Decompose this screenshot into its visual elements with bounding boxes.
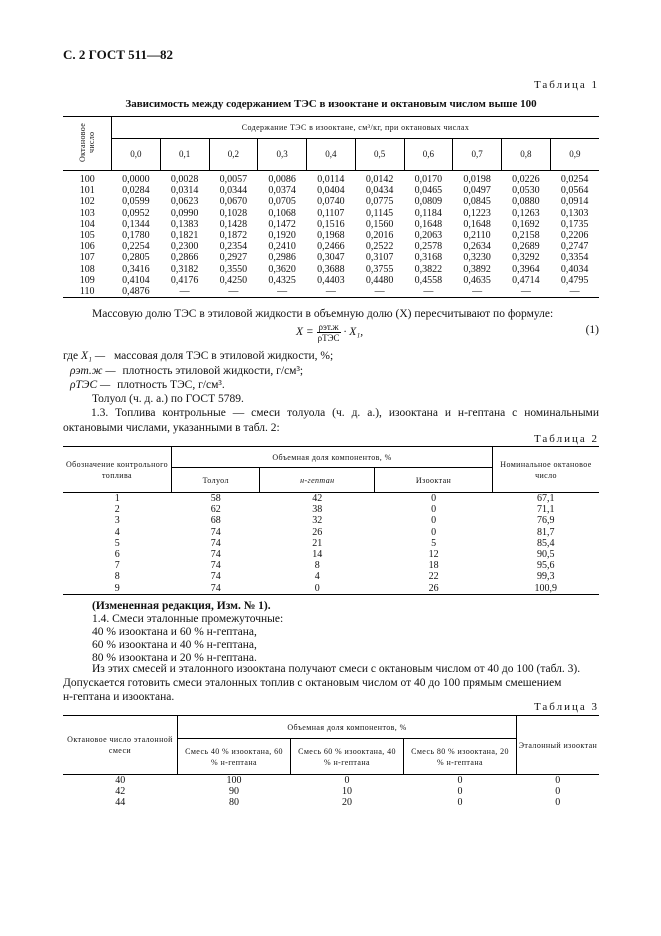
table-cell: 0,4034 — [560, 263, 589, 275]
table-cell: 10 — [342, 786, 352, 798]
table-cell: 0,3755 — [365, 263, 394, 275]
octane-number-cell: 102 — [79, 196, 95, 208]
table-cell: 0,0914 — [560, 196, 589, 208]
table-cell: 80 — [229, 797, 239, 809]
table2-sub-header: Изооктан — [375, 468, 493, 493]
table-cell: 0,1692 — [512, 218, 540, 230]
table-cell: 0,0057 — [219, 174, 248, 185]
paragraph-1-3: 1.3. Топлива контрольные — смеси толуола (ч. д. а.), изооктана и н-гептана с номинальными октановыми числами, указанными в табл. 2: — [63, 407, 599, 434]
table-cell: 0,4403 — [317, 274, 345, 286]
table-cell: 42 — [115, 786, 126, 798]
table-cell: 0,4325 — [268, 274, 296, 286]
table-row — [63, 196, 599, 207]
table-row — [63, 527, 599, 538]
table1-column-header: 0,0 — [112, 138, 161, 170]
table-row — [63, 504, 599, 515]
table-cell: 0,1516 — [317, 218, 345, 230]
table-cell: 0 — [314, 582, 320, 594]
definition-1 — [63, 350, 333, 362]
table1-caption: Таблица 1 — [533, 79, 599, 91]
table-row — [63, 264, 599, 275]
table-cell: 74 — [210, 526, 221, 538]
table-cell: 38 — [312, 504, 323, 516]
definition-2 — [70, 365, 303, 377]
table-cell: 9 — [114, 582, 120, 594]
table-cell: 0,4558 — [414, 274, 443, 286]
table-cell: 0 — [457, 775, 463, 786]
table-cell: 85,4 — [537, 537, 555, 549]
table1-column-header: 0,1 — [160, 138, 209, 170]
table-cell: 0,0740 — [317, 196, 345, 208]
table-cell: 21 — [312, 537, 323, 549]
table-cell: 0,1344 — [122, 218, 150, 230]
table-cell: 0,2689 — [512, 241, 540, 253]
table-cell: 0,0530 — [512, 185, 540, 197]
formula-lhs: X = — [296, 326, 314, 339]
table-row — [63, 786, 599, 797]
table-cell: 0,0284 — [122, 185, 150, 197]
table3-group-header: Объемная доля компонентов, % — [178, 716, 517, 739]
table-cell: 0,3822 — [414, 263, 443, 275]
table-cell: 0,0952 — [122, 207, 150, 219]
table-cell: 0,2866 — [170, 252, 199, 264]
table-cell: 0,4104 — [122, 274, 150, 286]
table-cell: 0,2466 — [317, 241, 345, 253]
table-cell: 0 — [344, 775, 350, 786]
table-cell: 0,2063 — [414, 230, 443, 242]
table-cell: 0,2254 — [122, 241, 150, 253]
table2-col0-header: Обозначение контрольного топлива — [63, 447, 172, 493]
table-cell: 1 — [114, 493, 120, 504]
table-cell: 4 — [114, 526, 120, 538]
paragraph-1-5-line2: Допускается готовить смеси эталонных топлив с октановым числом от 40 до 100 прямым смешением — [63, 677, 562, 689]
table3-caption: Таблица 3 — [533, 701, 599, 713]
table-cell: 0,1735 — [560, 218, 589, 230]
table-row — [63, 286, 599, 298]
table-cell: 0,1821 — [170, 230, 199, 242]
table-cell: 0,3892 — [463, 263, 491, 275]
table1 — [63, 116, 599, 298]
def3-text: плотность ТЭС, г/см³. — [117, 379, 225, 391]
table-row — [63, 493, 599, 505]
table1-column-header: 0,2 — [209, 138, 258, 170]
table-cell: 0 — [555, 775, 561, 786]
table-cell: 58 — [210, 493, 221, 504]
table3-col0-header: Октановое число эталонной смеси — [63, 716, 178, 775]
table1-column-header: 0,9 — [550, 138, 599, 170]
table-cell: 0,4176 — [170, 274, 199, 286]
table-cell: 0,2410 — [268, 241, 296, 253]
table-cell: 0,0623 — [170, 196, 199, 208]
table-cell: 5 — [114, 537, 120, 549]
table-cell: 0,4250 — [219, 274, 248, 286]
table-cell: 0,0254 — [560, 174, 589, 185]
table-cell: — — [520, 286, 531, 298]
table-cell: 0,0404 — [317, 185, 345, 197]
table-cell: 0,4714 — [512, 274, 540, 286]
table-cell: 0,1780 — [122, 230, 150, 242]
table-cell: 0,1968 — [317, 230, 345, 242]
octane-number-cell: 101 — [79, 185, 95, 197]
table-cell: 90,5 — [537, 549, 555, 561]
paragraph-1-5-line3: н-гептана и изооктана. — [63, 691, 175, 703]
table-cell: 5 — [431, 537, 437, 549]
table-row — [63, 515, 599, 526]
table-cell: 0 — [457, 797, 463, 809]
table-row — [63, 571, 599, 582]
table-cell: 0,0564 — [560, 185, 589, 197]
table-cell: 74 — [210, 571, 221, 583]
table-cell: 0,0775 — [365, 196, 394, 208]
table-cell: 0,0434 — [365, 185, 394, 197]
table-cell: 0,3230 — [463, 252, 491, 264]
table-cell: 0,1920 — [268, 230, 296, 242]
table-cell: 0,0170 — [414, 174, 443, 185]
table1-column-header: 0,8 — [502, 138, 551, 170]
table-row — [63, 208, 599, 219]
table3-last-header: Эталонный изооктан — [517, 716, 600, 775]
table-cell: 0,0599 — [122, 196, 150, 208]
table-cell: 0,0497 — [463, 185, 491, 197]
table-cell: 26 — [312, 526, 323, 538]
table-cell: 0,0142 — [365, 174, 394, 185]
table-row — [63, 549, 599, 560]
table3-sub-header: Смесь 40 % изооктана, 60 % н-гептана — [178, 739, 291, 775]
table-cell: 0,2354 — [219, 241, 248, 253]
table-cell: 0,0374 — [268, 185, 296, 197]
table-cell: 0,0880 — [512, 196, 540, 208]
table-cell: 20 — [342, 797, 352, 809]
table-cell: 0,2016 — [365, 230, 394, 242]
table-cell: 44 — [115, 797, 126, 809]
paragraph-1-5-line1: Из этих смесей и эталонного изооктана получают смеси с октановым числом от 40 до 100 (табл. 3). — [92, 663, 581, 675]
page-header: С. 2 ГОСТ 511—82 — [63, 47, 173, 62]
table3-sub-header: Смесь 60 % изооктана, 40 % н-гептана — [291, 739, 404, 775]
table-cell: 0,1223 — [463, 207, 491, 219]
table-cell: 26 — [428, 582, 439, 594]
octane-number-cell: 109 — [79, 274, 95, 286]
table-cell: 12 — [428, 549, 439, 561]
table-cell: 0,0028 — [170, 174, 199, 185]
paragraph-1-4: 1.4. Смеси эталонные промежуточные: — [92, 613, 284, 625]
table-cell: 40 — [115, 775, 126, 786]
table-cell: 0,3182 — [170, 263, 199, 275]
table-cell: 0,0000 — [122, 174, 150, 185]
table-row — [63, 171, 599, 186]
table-cell: 0,0226 — [512, 174, 540, 185]
formula-intro: Массовую долю ТЭС в этиловой жидкости в объемную долю (X) пересчитывают по формуле: — [92, 308, 554, 320]
table-cell: — — [569, 286, 580, 298]
table-cell: 0,1648 — [463, 218, 491, 230]
table-cell: 90 — [229, 786, 239, 798]
table-cell: 0,4795 — [560, 274, 589, 286]
table-cell: 0,2747 — [560, 241, 589, 253]
formula-number: (1) — [585, 324, 599, 336]
table-cell: 99,3 — [537, 571, 555, 583]
table-row — [63, 797, 599, 808]
table-cell: 0,2158 — [512, 230, 540, 242]
table-cell: 4 — [314, 571, 320, 583]
octane-number-cell: 110 — [79, 286, 95, 298]
table-cell: 0,0114 — [317, 174, 345, 185]
table-cell: 0,1263 — [512, 207, 540, 219]
table-cell: 95,6 — [537, 560, 555, 572]
table-cell: 32 — [312, 515, 323, 527]
table-row — [63, 230, 599, 241]
table-cell: 0,1107 — [317, 207, 345, 219]
table-row — [63, 185, 599, 196]
table2-group-header: Объемная доля компонентов, % — [172, 447, 493, 468]
table1-column-header: 0,7 — [453, 138, 502, 170]
table-row — [63, 560, 599, 571]
table-cell: 8 — [114, 571, 120, 583]
table-cell: 2 — [114, 504, 120, 516]
def3-symbol: ρТЭС — — [70, 379, 111, 391]
table-cell: 62 — [210, 504, 221, 516]
table-cell: 0,0845 — [463, 196, 491, 208]
table-cell: 0 — [431, 504, 437, 516]
formula-numerator: ρэт.ж — [318, 322, 339, 332]
table-cell: 0,0086 — [268, 174, 296, 185]
table-cell: 0,4480 — [365, 274, 394, 286]
def2-symbol: ρэт.ж — — [70, 365, 116, 377]
table-cell: 0 — [555, 797, 561, 809]
table-cell: 0,4876 — [122, 286, 150, 298]
table1-col0-header: Октановое число — [78, 122, 96, 162]
table-row — [63, 241, 599, 252]
table-cell: 0,3168 — [414, 252, 443, 264]
table-cell: 0,3416 — [122, 263, 150, 275]
table1-column-header: 0,6 — [404, 138, 453, 170]
table-cell: 7 — [114, 560, 120, 572]
table-cell: 0,1472 — [268, 218, 296, 230]
table-cell: 74 — [210, 537, 221, 549]
table-cell: 0,3047 — [317, 252, 345, 264]
table-cell: 0,0344 — [219, 185, 248, 197]
table1-column-header: 0,4 — [307, 138, 356, 170]
table-cell: 0,2522 — [365, 241, 394, 253]
table2 — [63, 446, 599, 595]
mixture-3: 80 % изооктана и 20 % н-гептана. — [92, 652, 257, 664]
formula-rhs: · X₁, — [343, 326, 364, 339]
table2-sub-header: Толуол — [172, 468, 260, 493]
table-cell: 0,1872 — [219, 230, 248, 242]
table-cell: 42 — [312, 493, 323, 504]
table-cell: 67,1 — [537, 493, 555, 504]
table-cell: 0,4635 — [463, 274, 491, 286]
table-cell: 0,0198 — [463, 174, 491, 185]
table-cell: 0,2986 — [268, 252, 296, 264]
table-row — [63, 275, 599, 286]
edit-note: (Измененная редакция, Изм. № 1). — [92, 600, 271, 612]
table1-group-header: Содержание ТЭС в изооктане, см³/кг, при октановых числах — [112, 117, 600, 139]
table-cell: 0,0705 — [268, 196, 296, 208]
table-row — [63, 252, 599, 263]
table1-title: Зависимость между содержанием ТЭС в изооктане и октановым числом выше 100 — [125, 98, 537, 110]
mixture-2: 60 % изооктана и 40 % н-гептана, — [92, 639, 257, 651]
where-word: где — [63, 350, 79, 362]
table-cell: 0,2805 — [122, 252, 150, 264]
table-cell: 6 — [114, 549, 120, 561]
table-cell: 0,0314 — [170, 185, 199, 197]
table-cell: 0 — [457, 786, 463, 798]
table-cell: 0,1648 — [414, 218, 443, 230]
table-cell: 74 — [210, 560, 221, 572]
table-cell: 0,1303 — [560, 207, 589, 219]
table-cell: 0,3964 — [512, 263, 540, 275]
table-cell: 0,1028 — [219, 207, 248, 219]
formula-denominator: ρТЭС — [317, 333, 340, 343]
table-cell: 0,2927 — [219, 252, 248, 264]
octane-number-cell: 108 — [79, 263, 95, 275]
table-row — [63, 775, 599, 787]
table-cell: 0,1383 — [170, 218, 199, 230]
formula-fraction — [317, 322, 341, 343]
table-cell: 0 — [431, 493, 437, 504]
octane-number-cell: 100 — [79, 174, 95, 185]
table-cell: 71,1 — [537, 504, 555, 516]
mixture-1: 40 % изооктана и 60 % н-гептана, — [92, 626, 257, 638]
table-cell: 0,1145 — [366, 207, 394, 219]
table-cell: — — [228, 286, 239, 298]
octane-number-cell: 107 — [79, 252, 95, 264]
octane-number-cell: 106 — [79, 241, 95, 253]
table-cell: 100,9 — [534, 582, 557, 594]
table-cell: 0,2578 — [414, 241, 443, 253]
formula — [296, 322, 363, 343]
table3-sub-header: Смесь 80 % изооктана, 20 % н-гептана — [404, 739, 517, 775]
table-cell: 0,0809 — [414, 196, 443, 208]
table-cell: 3 — [114, 515, 120, 527]
table-cell: 0,3107 — [365, 252, 394, 264]
toluol-line: Толуол (ч. д. а.) по ГОСТ 5789. — [92, 393, 244, 405]
table-row — [63, 583, 599, 595]
table-cell: — — [277, 286, 288, 298]
table3 — [63, 715, 599, 809]
table2-last-header: Номинальное октановое число — [493, 447, 600, 493]
table-cell: 100 — [226, 775, 242, 786]
table-cell: 74 — [210, 549, 221, 561]
table-cell: 0,1068 — [268, 207, 296, 219]
table-row — [63, 538, 599, 549]
table-cell: 0,3688 — [317, 263, 345, 275]
table-row — [63, 219, 599, 230]
table-cell: — — [423, 286, 434, 298]
table-cell: 0,2634 — [463, 241, 491, 253]
table-cell: 0 — [431, 515, 437, 527]
table-cell: 0,1184 — [414, 207, 442, 219]
table-cell: 0,2206 — [560, 230, 589, 242]
table-cell: — — [325, 286, 336, 298]
table-cell: 0,0670 — [219, 196, 248, 208]
table2-sub-header: н-гептан — [260, 468, 375, 493]
definition-3 — [70, 379, 225, 391]
octane-number-cell: 103 — [79, 207, 95, 219]
def1-text: массовая доля ТЭС в этиловой жидкости, %; — [113, 350, 334, 362]
table-cell: 0,0990 — [170, 207, 199, 219]
table-cell: 0,3354 — [560, 252, 589, 264]
table-cell: 14 — [312, 549, 323, 561]
table-cell: 0,3620 — [268, 263, 296, 275]
table-cell: — — [374, 286, 385, 298]
table-cell: 0,2110 — [463, 230, 491, 242]
table1-column-header: 0,5 — [355, 138, 404, 170]
table-cell: — — [179, 286, 190, 298]
table-cell: 0,1428 — [219, 218, 248, 230]
table-cell: 8 — [314, 560, 320, 572]
table1-column-header: 0,3 — [258, 138, 307, 170]
table-cell: 68 — [210, 515, 221, 527]
table-cell: 74 — [210, 582, 221, 594]
table-cell: 22 — [428, 571, 439, 583]
table-cell: 0,3550 — [219, 263, 248, 275]
def1-symbol: X₁ — — [80, 350, 106, 362]
table2-caption: Таблица 2 — [533, 433, 599, 445]
table-cell: 0,0465 — [414, 185, 443, 197]
table-cell: 18 — [428, 560, 439, 572]
table-cell: 0 — [431, 526, 437, 538]
octane-number-cell: 104 — [79, 218, 95, 230]
octane-number-cell: 105 — [79, 230, 95, 242]
table-cell: 0 — [555, 786, 561, 798]
table-cell: 0,1560 — [365, 218, 394, 230]
table-cell: 0,2300 — [170, 241, 199, 253]
table-cell: 0,3292 — [512, 252, 540, 264]
def2-text: плотность этиловой жидкости, г/см³; — [122, 365, 304, 377]
table-cell: 81,7 — [537, 526, 555, 538]
table-cell: — — [472, 286, 483, 298]
table-cell: 76,9 — [537, 515, 555, 527]
